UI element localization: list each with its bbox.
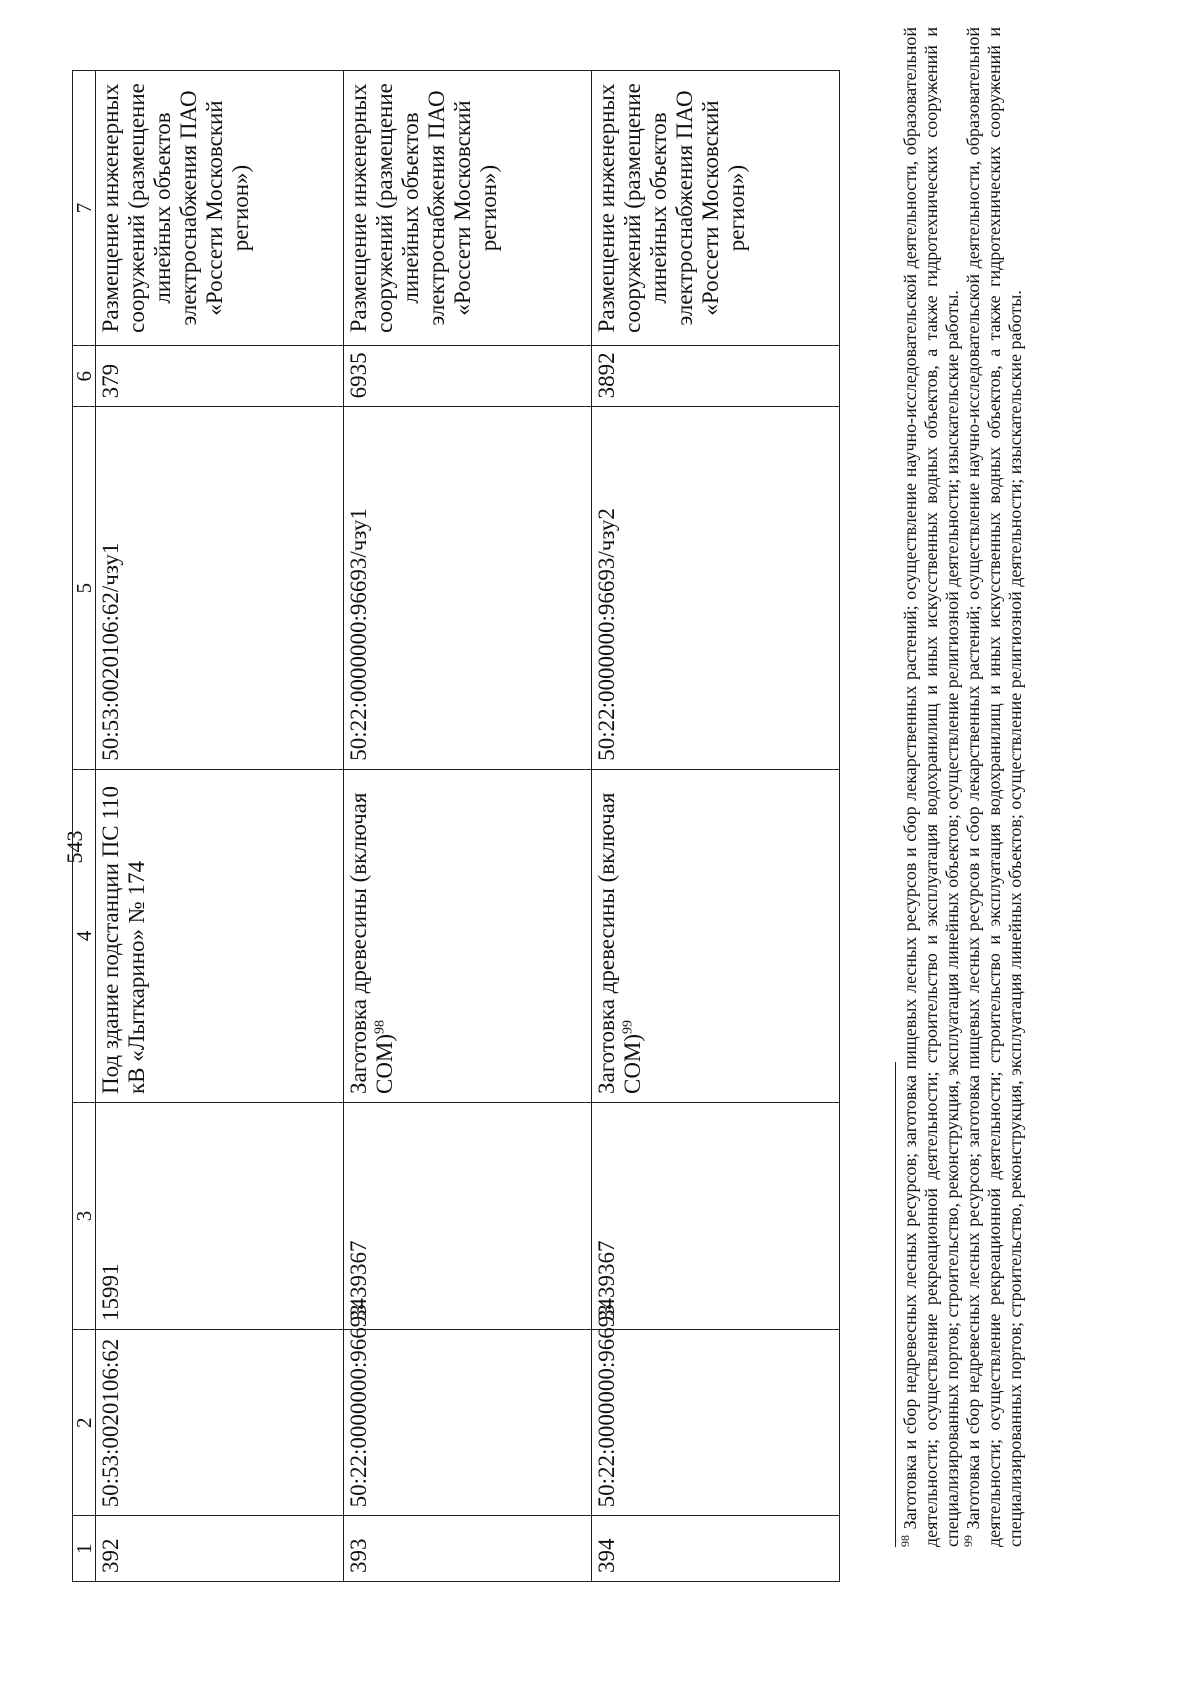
header-col-2: 2: [73, 1330, 96, 1516]
header-col-6: 6: [73, 345, 96, 406]
footnote-separator: [895, 1062, 896, 1547]
table-header-row: [73, 71, 96, 1582]
footnote-ref: 99: [620, 1019, 636, 1034]
part-area-cell: 6935: [344, 345, 592, 406]
permitted-use-cell: [96, 769, 344, 1102]
permitted-use-cell: [592, 769, 840, 1102]
permitted-use-cell: [344, 769, 592, 1102]
part-area-cell: 379: [96, 345, 344, 406]
table-row: [96, 71, 344, 1582]
footnote: [963, 27, 1026, 1547]
purpose-cell: Размещение инженерных сооружений (размещение линейных объектов электроснабжения ПАО «Россети Московский регион»): [344, 71, 592, 346]
part-number-cell: 50:22:0000000:96693/чзу2: [592, 407, 840, 769]
header-col-3: 3: [73, 1103, 96, 1330]
permitted-use-text: Заготовка древесины (включая СОМ): [346, 792, 398, 1095]
cadastral-number-cell: 50:22:0000000:96693: [592, 1330, 840, 1516]
area-cell: 3439367: [592, 1103, 840, 1330]
cadastral-number-cell: 50:53:0020106:62: [96, 1330, 344, 1516]
row-number-cell: 394: [592, 1516, 840, 1582]
footnote-text: Заготовка и сбор недревесных лесных ресурсов; заготовка пищевых лесных ресурсов и сбор лекарственных растений; осуществление научно-исследовательской деятельности, образовательной деятельности; осуществление рекреационной деятельности; строительство и эксплуатация водохранилищ и иных искусственных водных объектов, а также гидротехнических сооружений и специализированных портов; строительство, реконструкция, эксплуатация линейных объектов; осуществление религиозной деятельности; изыскательские работы.: [963, 26, 1025, 1547]
footnote-mark: 99: [961, 1535, 975, 1547]
footnote-ref: 98: [372, 1019, 388, 1034]
part-number-cell: 50:53:0020106:62/чзу1: [96, 407, 344, 769]
part-number-cell: 50:22:0000000:96693/чзу1: [344, 407, 592, 769]
row-number-cell: 392: [96, 1516, 344, 1582]
permitted-use-text: Заготовка древесины (включая СОМ): [594, 792, 646, 1095]
table-row: [592, 71, 840, 1582]
footnotes: [900, 27, 1026, 1547]
permitted-use-text: Под здание подстанции ПС 110 кВ «Лыткарино» № 174: [98, 786, 150, 1095]
header-col-4: 4: [73, 769, 96, 1102]
parcel-table: [72, 70, 840, 1582]
footnote-text: Заготовка и сбор недревесных лесных ресурсов; заготовка пищевых лесных ресурсов и сбор лекарственных растений; осуществление научно-исследовательской деятельности, образовательной деятельности; осуществление рекреационной деятельности; строительство и эксплуатация водохранилищ и иных искусственных водных объектов, а также гидротехнических сооружений и специализированных портов; строительство, реконструкция, эксплуатация линейных объектов; осуществление религиозной деятельности; изыскательские работы.: [900, 26, 962, 1547]
part-area-cell: 3892: [592, 345, 840, 406]
header-col-7: 7: [73, 71, 96, 346]
footnote: [900, 27, 963, 1547]
area-cell: 15991: [96, 1103, 344, 1330]
table-row: [344, 71, 592, 1582]
row-number-cell: 393: [344, 1516, 592, 1582]
header-col-1: 1: [73, 1516, 96, 1582]
cadastral-number-cell: 50:22:0000000:96693: [344, 1330, 592, 1516]
area-cell: 3439367: [344, 1103, 592, 1330]
purpose-cell: Размещение инженерных сооружений (размещение линейных объектов электроснабжения ПАО «Россети Московский регион»): [592, 71, 840, 346]
purpose-cell: Размещение инженерных сооружений (размещение линейных объектов электроснабжения ПАО «Россети Московский регион»): [96, 71, 344, 346]
page-number: 543: [62, 830, 87, 864]
header-col-5: 5: [73, 407, 96, 769]
footnote-mark: 98: [898, 1535, 912, 1547]
